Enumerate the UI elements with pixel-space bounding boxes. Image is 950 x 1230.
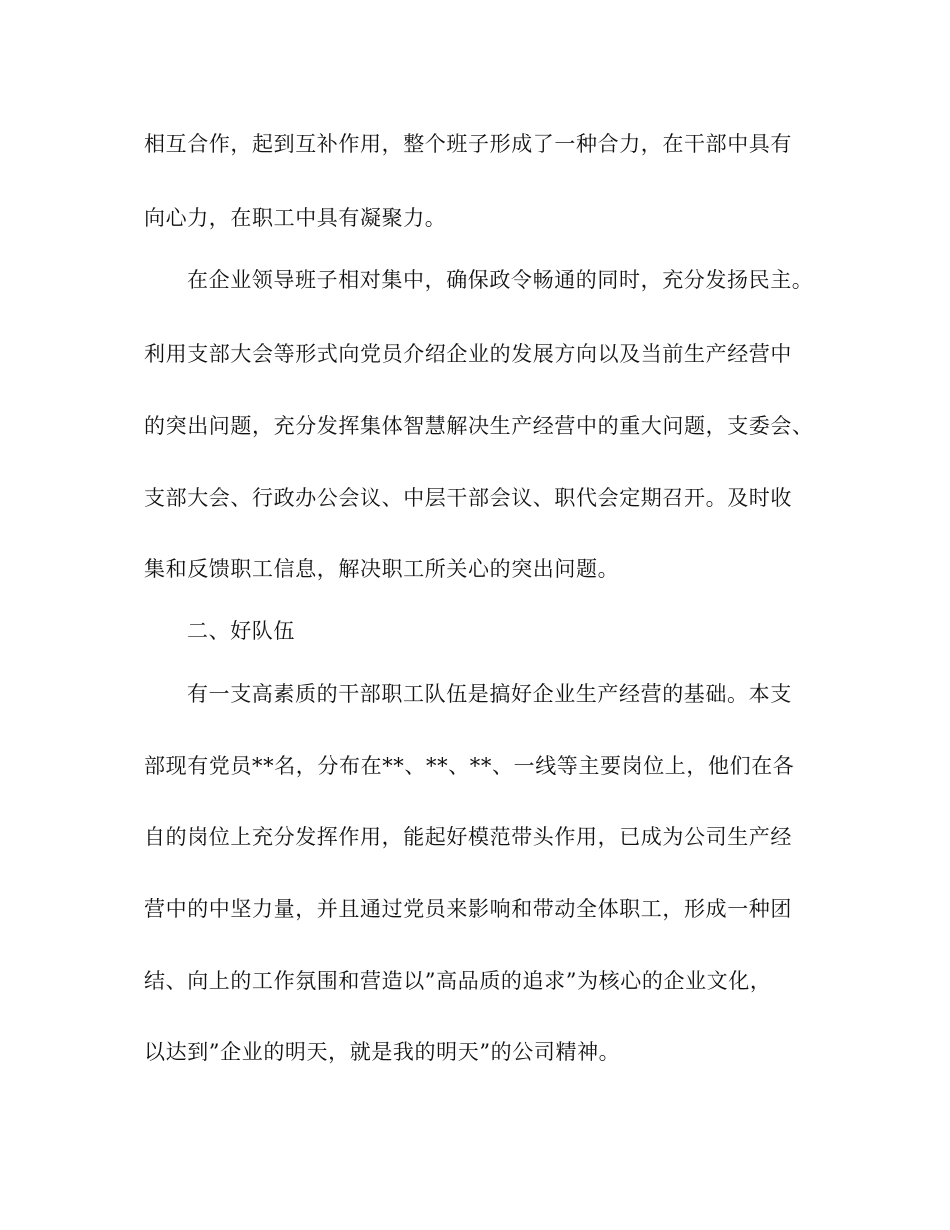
text-line: 结、向上的工作氛围和营造以”高品质的追求”为核心的企业文化， (144, 969, 772, 993)
text-line: 利用支部大会等形式向党员介绍企业的发展方向以及当前生产经营中 (144, 342, 792, 366)
section-heading: 二、好队伍 (187, 619, 295, 643)
paragraph-first-line: 在企业领导班子相对集中，确保政令畅通的同时，充分发扬民主。 (187, 268, 814, 292)
text-line: 以达到”企业的明天，就是我的明天”的公司精神。 (144, 1040, 621, 1064)
text-line: 营中的中坚力量，并且通过党员来影响和带动全体职工，形成一种团 (144, 897, 792, 921)
paragraph-first-line: 有一支高素质的干部职工队伍是搞好企业生产经营的基础。本支 (187, 682, 792, 706)
text-line: 集和反馈职工信息，解决职工所关心的突出问题。 (144, 557, 620, 581)
text-line: 相互合作，起到互补作用，整个班子形成了一种合力，在干部中具有 (144, 132, 792, 156)
text-line: 部现有党员**名，分布在**、**、**、一线等主要岗位上，他们在各 (144, 754, 795, 778)
text-line: 向心力，在职工中具有凝聚力。 (144, 206, 447, 230)
text-line: 自的岗位上充分发挥作用，能起好模范带头作用，已成为公司生产经 (144, 825, 792, 849)
text-line: 的突出问题，充分发挥集体智慧解决生产经营中的重大问题，支委会、 (144, 414, 814, 438)
text-line: 支部大会、行政办公会议、中层干部会议、职代会定期召开。及时收 (144, 486, 792, 510)
